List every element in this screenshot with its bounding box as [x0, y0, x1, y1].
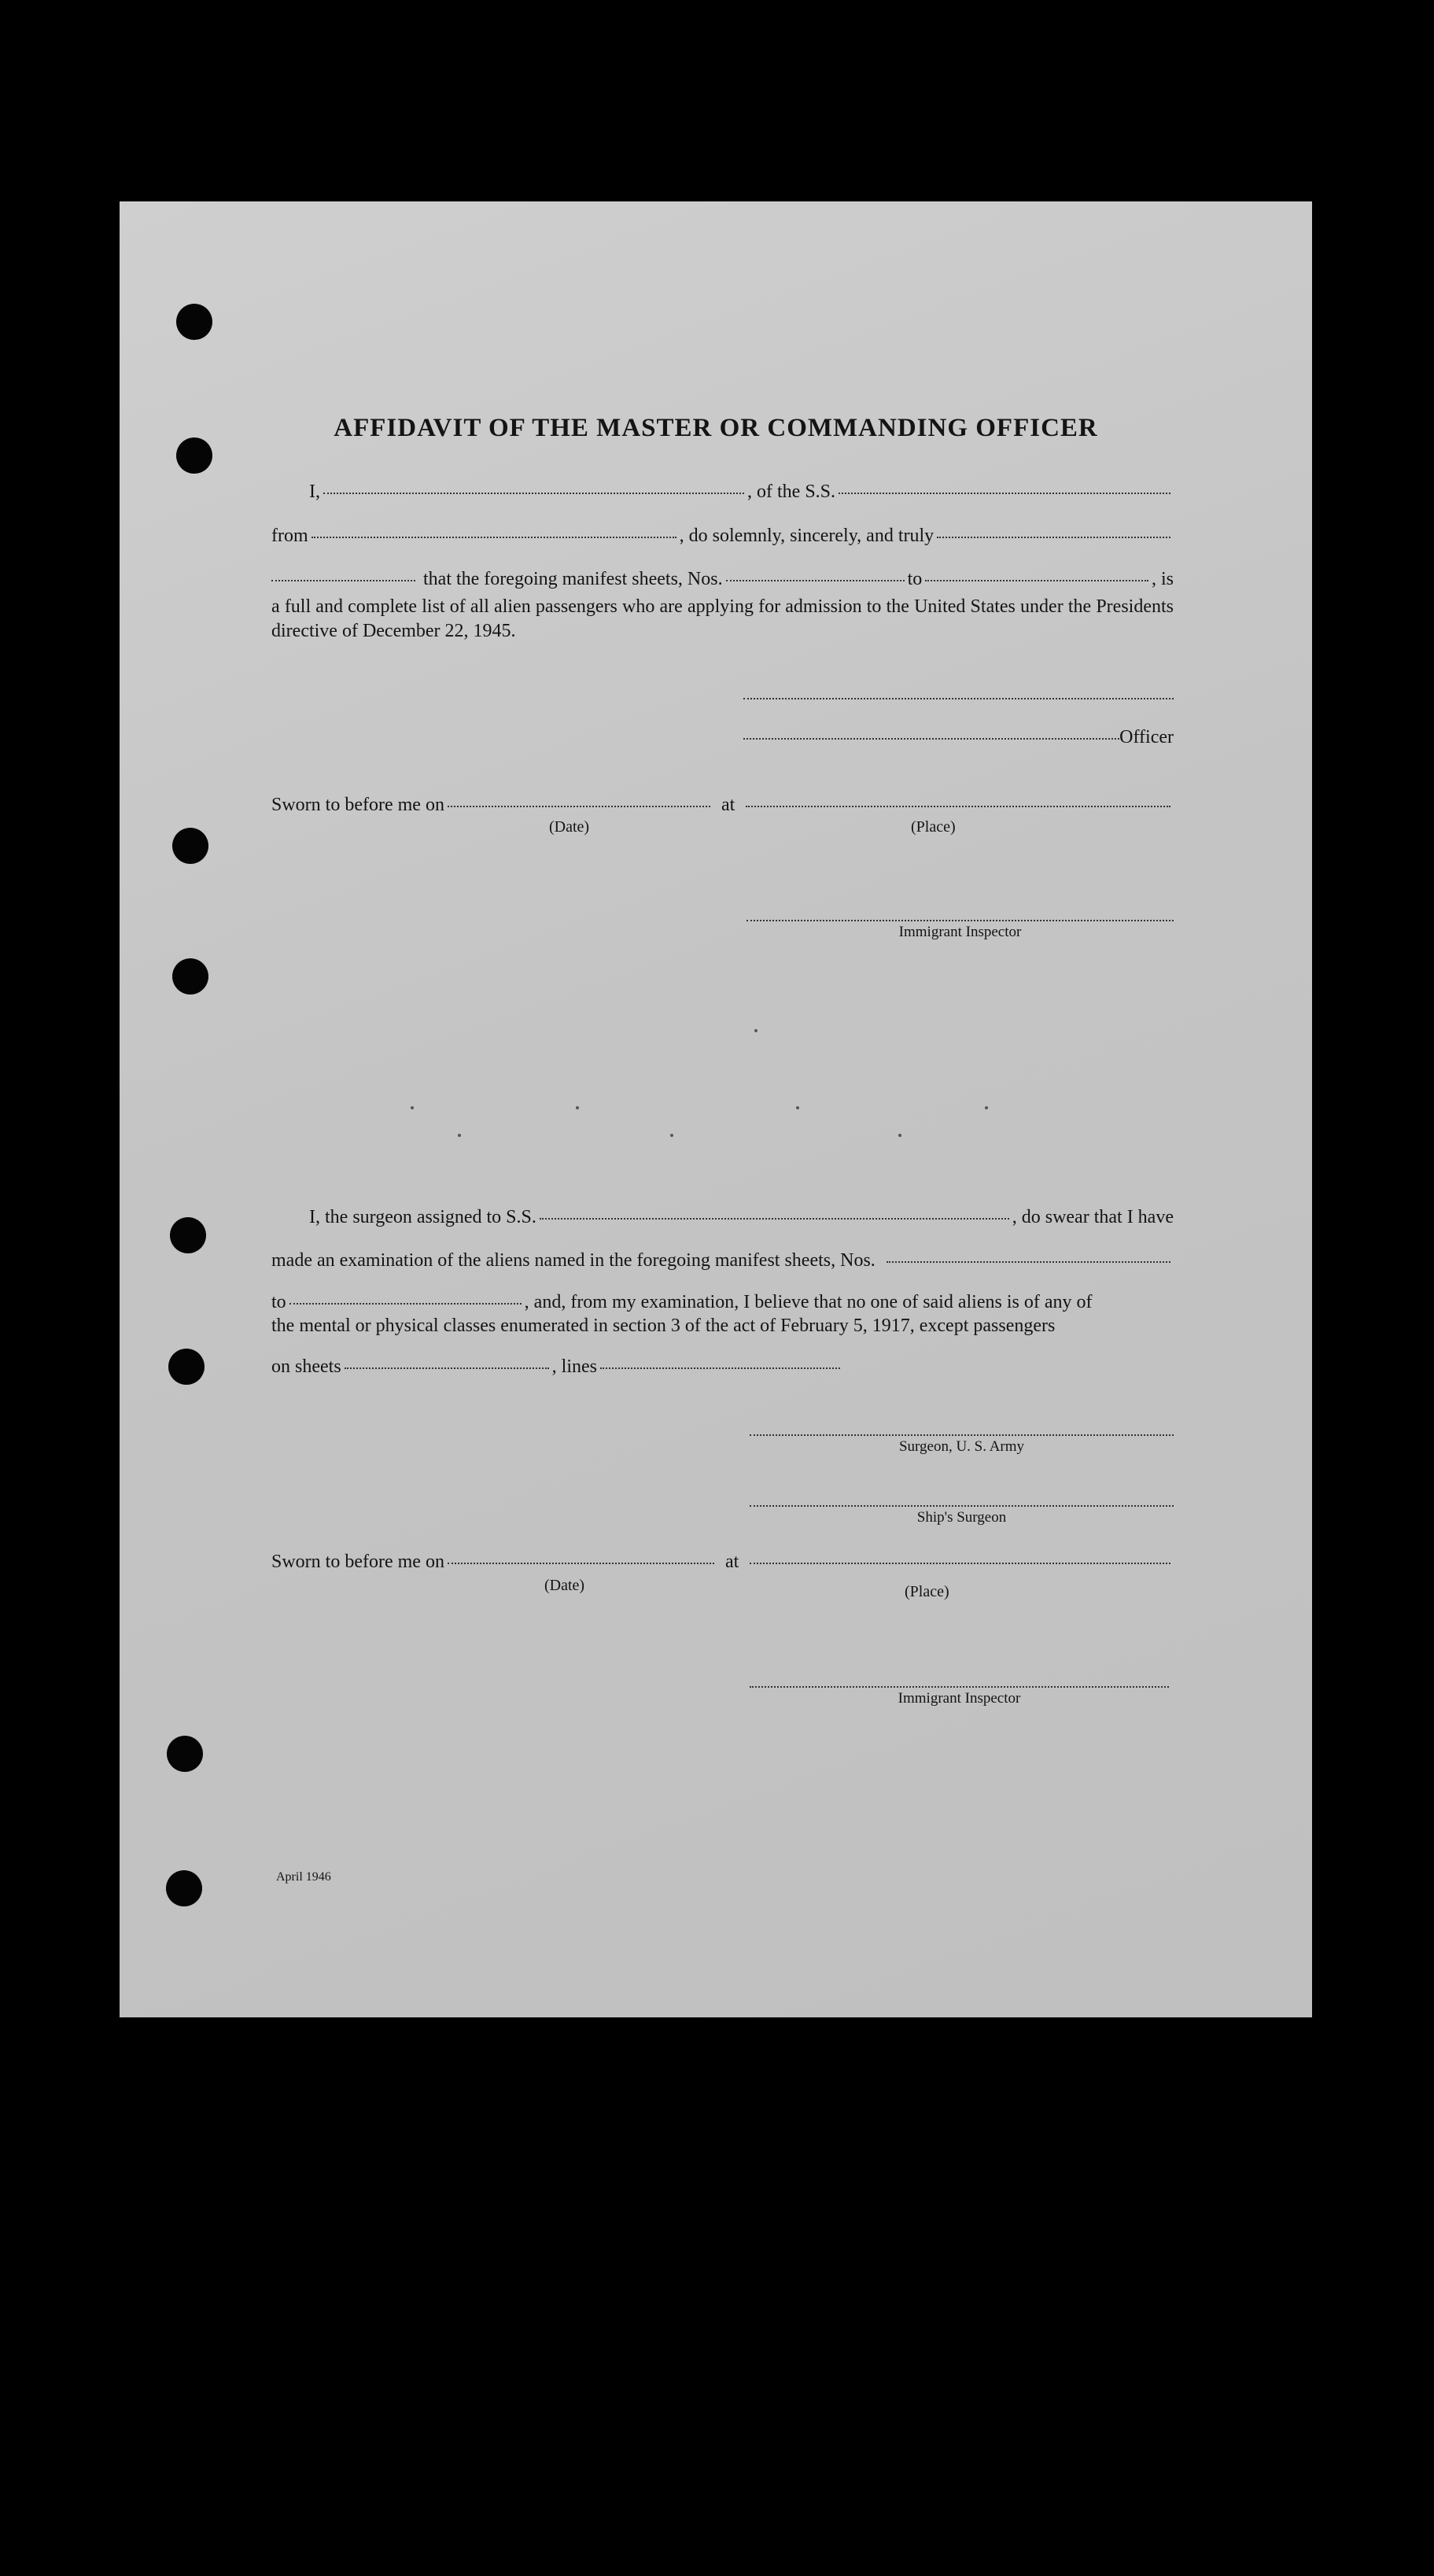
- surgeon-ship-field[interactable]: [540, 1217, 1009, 1220]
- master-place-label: (Place): [911, 818, 956, 836]
- army-surgeon-label: Surgeon, U. S. Army: [898, 1438, 1025, 1455]
- affidavit-page: [120, 201, 1312, 2017]
- page-title: AFFIDAVIT OF THE MASTER OR COMMANDING OFFICER: [334, 414, 1098, 442]
- army-surgeon-signature-line[interactable]: [750, 1434, 1174, 1436]
- sheets-from-field[interactable]: [726, 579, 905, 581]
- scan-speck: [576, 1106, 579, 1109]
- surgeon-line-1-label-b: , do swear that I have: [1012, 1207, 1174, 1227]
- surgeon-sheets-from-field[interactable]: [887, 1260, 1170, 1263]
- surgeon-line-5-label-a: on sheets: [271, 1356, 341, 1377]
- master-date-label: (Date): [549, 818, 590, 836]
- master-sworn-place-field[interactable]: [746, 805, 1170, 807]
- master-line-2-label-b: , do solemnly, sincerely, and truly: [679, 526, 934, 546]
- surgeon-statement: the mental or physical classes enumerated in section 3 of the act of February 5, 1917, except passengers: [271, 1316, 1056, 1336]
- officer-signature: [743, 727, 1174, 748]
- surgeon-sheets-to-field[interactable]: [289, 1302, 522, 1305]
- signature-line[interactable]: [743, 697, 1174, 699]
- scan-speck: [670, 1134, 673, 1137]
- surgeon-inspector-line[interactable]: [750, 1685, 1169, 1688]
- surgeon-line-2-label-a: made an examination of the aliens named in the foregoing manifest sheets, Nos.: [271, 1250, 876, 1271]
- surgeon-sheets-field[interactable]: [345, 1367, 549, 1369]
- sheets-to-field[interactable]: [925, 579, 1148, 581]
- punch-hole: [176, 304, 212, 340]
- scan-speck: [411, 1106, 414, 1109]
- surgeon-line-3: [271, 1292, 1174, 1313]
- declaration-field[interactable]: [271, 579, 415, 581]
- surgeon-line-3-label-a: to: [271, 1292, 286, 1312]
- scan-speck: [985, 1106, 988, 1109]
- surgeon-sworn-at-label: at: [724, 1552, 739, 1572]
- officer-signature-field[interactable]: [743, 737, 1119, 740]
- surgeon-sworn-line: [271, 1552, 1174, 1573]
- scan-speck: [754, 1029, 758, 1032]
- ship-surgeon-label: Ship's Surgeon: [916, 1509, 1007, 1526]
- surgeon-sworn-place-field[interactable]: [750, 1562, 1170, 1564]
- master-sworn-date-field[interactable]: [448, 805, 710, 807]
- surgeon-line-3-label-b: , and, from my examination, I believe that no one of said aliens is of any of: [524, 1292, 1093, 1312]
- punch-hole: [167, 1736, 203, 1772]
- punch-hole: [172, 958, 208, 995]
- punch-hole: [170, 1217, 206, 1253]
- oath-field[interactable]: [937, 536, 1170, 538]
- form-date-footer: April 1946: [276, 1870, 331, 1884]
- master-line-2: [271, 526, 1174, 547]
- master-line-1-label-a: I,: [309, 482, 320, 502]
- ship-surgeon-signature-line[interactable]: [750, 1504, 1174, 1507]
- master-name-field[interactable]: [323, 492, 744, 494]
- officer-label: Officer: [1119, 727, 1174, 747]
- surgeon-line-1-label-a: I, the surgeon assigned to S.S.: [309, 1207, 536, 1227]
- master-inspector-label: Immigrant Inspector: [898, 924, 1022, 940]
- surgeon-sworn-date-field[interactable]: [448, 1562, 714, 1564]
- from-field[interactable]: [311, 536, 676, 538]
- punch-hole: [168, 1349, 205, 1385]
- ship-name-field[interactable]: [839, 492, 1170, 494]
- surgeon-inspector-label: Immigrant Inspector: [898, 1690, 1021, 1707]
- surgeon-line-2: [271, 1250, 1174, 1271]
- master-line-3: [271, 569, 1174, 590]
- surgeon-line-5: [271, 1356, 1174, 1378]
- surgeon-line-1: [271, 1207, 1174, 1228]
- master-line-3-label-c: to: [907, 569, 923, 589]
- punch-hole: [172, 828, 208, 864]
- master-line-3-label-b: that the foregoing manifest sheets, Nos.: [423, 569, 723, 589]
- surgeon-line-5-label-b: , lines: [551, 1356, 597, 1377]
- master-statement: a full and complete list of all alien passengers who are applying for admission to the United States under the Presidents directive of December 22, 1945.: [271, 596, 1174, 641]
- master-line-3-label-d: , is: [1151, 569, 1174, 589]
- master-inspector-line[interactable]: [746, 919, 1174, 921]
- master-line-2-label-a: from: [271, 526, 308, 546]
- surgeon-date-label: (Date): [544, 1577, 585, 1594]
- surgeon-lines-field[interactable]: [600, 1367, 840, 1369]
- master-line-1: [271, 482, 1174, 503]
- master-sworn-label: Sworn to before me on: [271, 795, 444, 815]
- scan-speck: [458, 1134, 461, 1137]
- surgeon-sworn-label: Sworn to before me on: [271, 1552, 444, 1572]
- scan-speck: [796, 1106, 799, 1109]
- scan-speck: [898, 1134, 901, 1137]
- punch-hole: [166, 1870, 202, 1906]
- master-sworn-line: [271, 795, 1174, 816]
- master-sworn-at-label: at: [721, 795, 735, 815]
- surgeon-place-label: (Place): [905, 1583, 949, 1600]
- master-line-1-label-b: , of the S.S.: [747, 482, 836, 502]
